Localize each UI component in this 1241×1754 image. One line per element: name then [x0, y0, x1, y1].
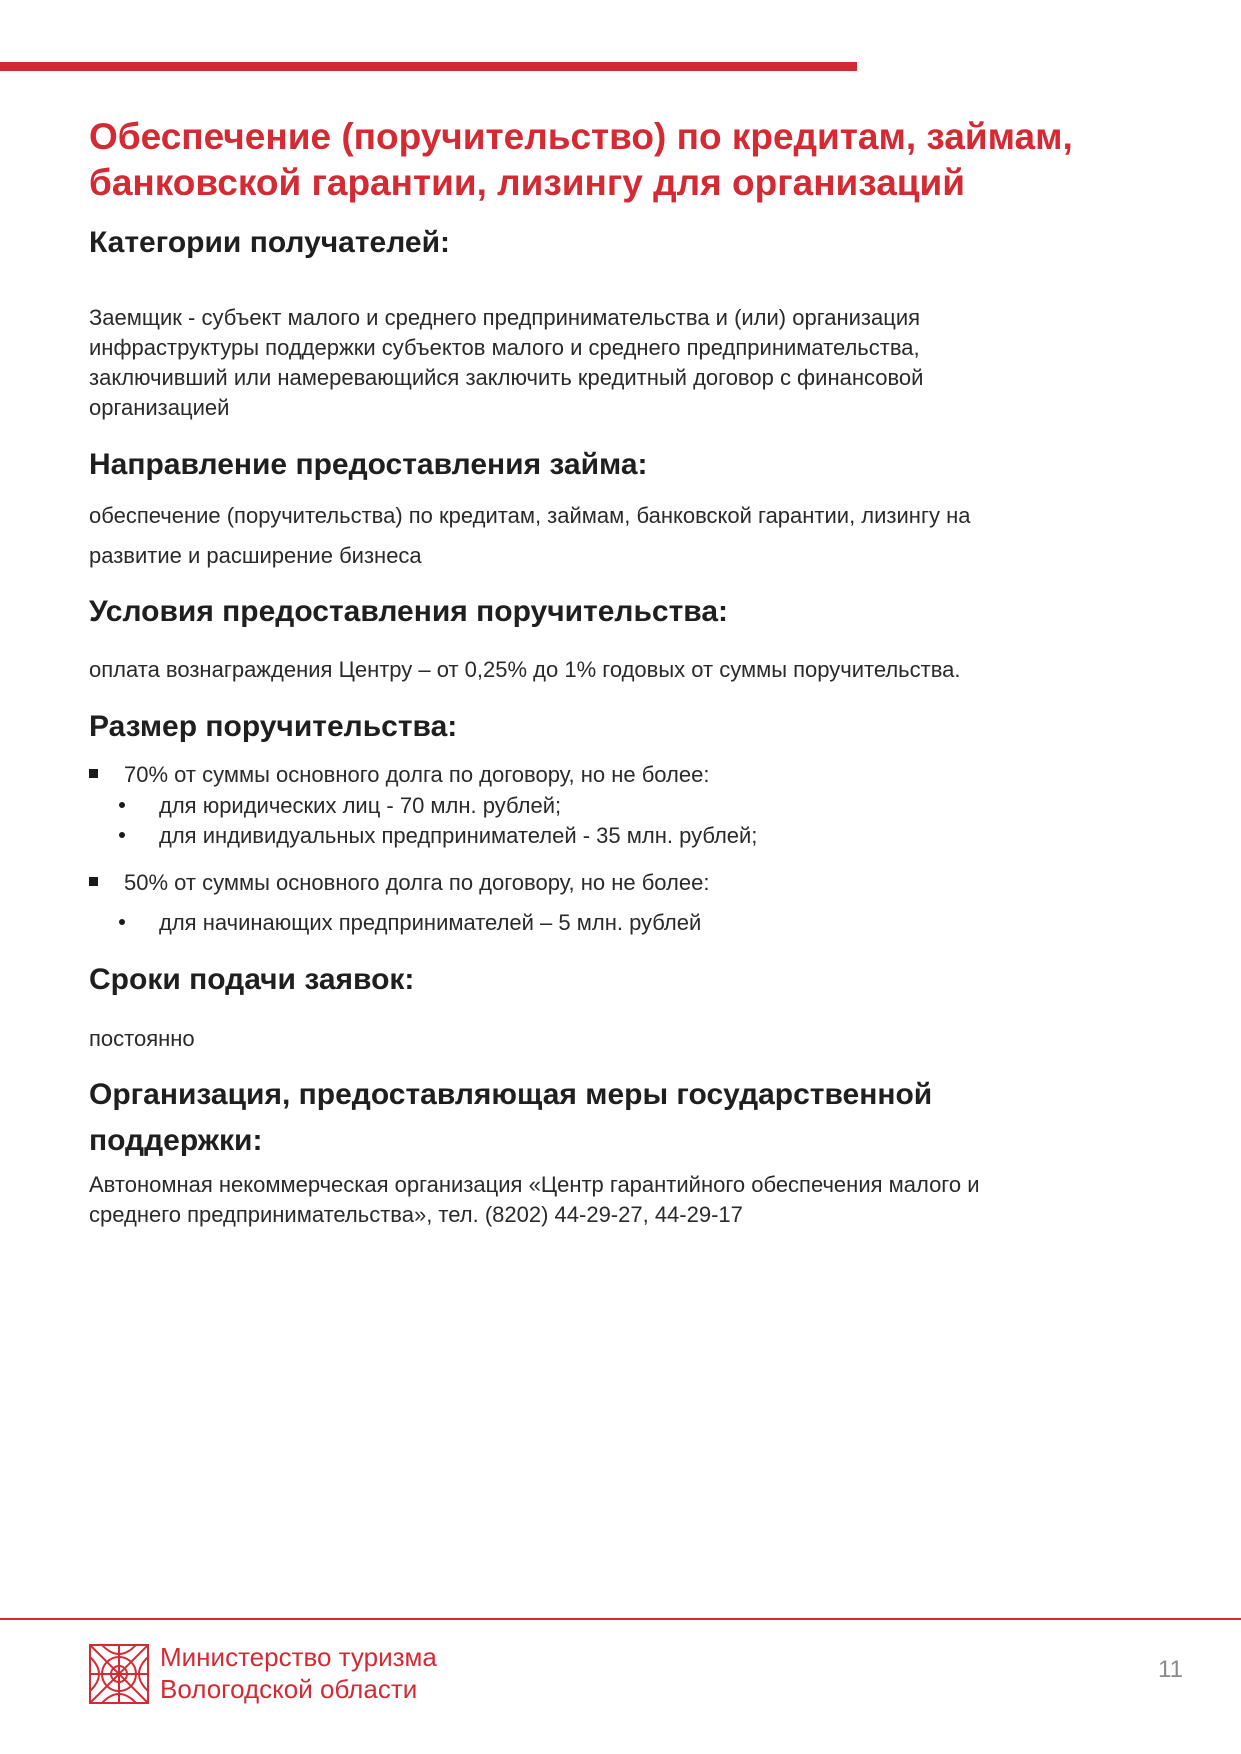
organization-text-line-1: Автономная некоммерческая организация «Центр гарантийного обеспечения малого и: [89, 1172, 980, 1197]
size-item-2-sub-1: [119, 908, 701, 938]
dot-bullet-icon: [119, 802, 125, 808]
direction-text-line-1: обеспечение (поручительства) по кредитам, займам, банковской гарантии, лизингу на: [89, 503, 971, 528]
page-title-line-1: Обеспечение (поручительство) по кредитам, займам,: [89, 116, 1073, 157]
top-accent-bar: [0, 62, 857, 71]
size-item-1-text: 70% от суммы основного долга по договору, но не более:: [124, 762, 710, 787]
size-item-1-sub-1-text: для юридических лиц - 70 млн. рублей;: [159, 793, 562, 818]
conditions-heading: Условия предоставления поручительства:: [89, 595, 729, 628]
dot-bullet-icon: [119, 919, 125, 925]
size-item-2: [89, 868, 709, 898]
recipients-text-line-4: организацией: [89, 395, 230, 420]
footer-ministry-name-line-2: Вологодской области: [160, 1674, 418, 1704]
recipients-text: [89, 303, 923, 423]
size-item-2-text: 50% от суммы основного долга по договору, но не более:: [124, 870, 710, 895]
size-item-2-sub-1-text: для начинающих предпринимателей – 5 млн. рублей: [159, 910, 702, 935]
organization-heading: [89, 1072, 932, 1164]
size-item-1-sub-2: [119, 821, 757, 851]
size-item-1-sub-1: [119, 791, 561, 821]
square-bullet-icon: [89, 877, 98, 886]
size-heading: Размер поручительства:: [89, 710, 458, 743]
organization-heading-line-1: Организация, предоставляющая меры государственной: [89, 1078, 933, 1111]
footer-divider: [0, 1618, 1241, 1620]
dot-bullet-icon: [119, 832, 125, 838]
deadlines-heading: Сроки подачи заявок:: [89, 963, 415, 996]
recipients-text-line-3: заключивший или намеревающийся заключить кредитный договор с финансовой: [89, 365, 924, 390]
direction-text: [89, 496, 970, 576]
page-number: 11: [1158, 1656, 1183, 1683]
recipients-heading: Категории получателей:: [89, 226, 451, 259]
deadlines-text: постоянно: [89, 1026, 195, 1051]
recipients-text-line-1: Заемщик - субъект малого и среднего предпринимательства и (или) организация: [89, 305, 921, 330]
footer-ministry-name-line-1: Министерство туризма: [160, 1642, 437, 1672]
organization-text: [89, 1170, 979, 1230]
size-item-1: [89, 760, 709, 790]
direction-heading: Направление предоставления займа:: [89, 448, 648, 481]
direction-text-line-2: развитие и расширение бизнеса: [89, 543, 422, 568]
organization-heading-line-2: поддержки:: [89, 1124, 263, 1157]
page-title: [89, 114, 1149, 206]
organization-text-line-2: среднего предпринимательства», тел. (8202) 44-29-27, 44-29-17: [89, 1202, 743, 1227]
ministry-emblem-icon: [88, 1643, 150, 1705]
recipients-text-line-2: инфраструктуры поддержки субъектов малого и среднего предпринимательства,: [89, 335, 920, 360]
page-title-line-2: банковской гарантии, лизингу для организаций: [89, 162, 966, 203]
footer-ministry-name: [160, 1641, 437, 1705]
square-bullet-icon: [89, 769, 98, 778]
conditions-text: оплата вознаграждения Центру – от 0,25% до 1% годовых от суммы поручительства.: [89, 657, 961, 682]
size-item-1-sub-2-text: для индивидуальных предпринимателей - 35 млн. рублей;: [159, 823, 758, 848]
